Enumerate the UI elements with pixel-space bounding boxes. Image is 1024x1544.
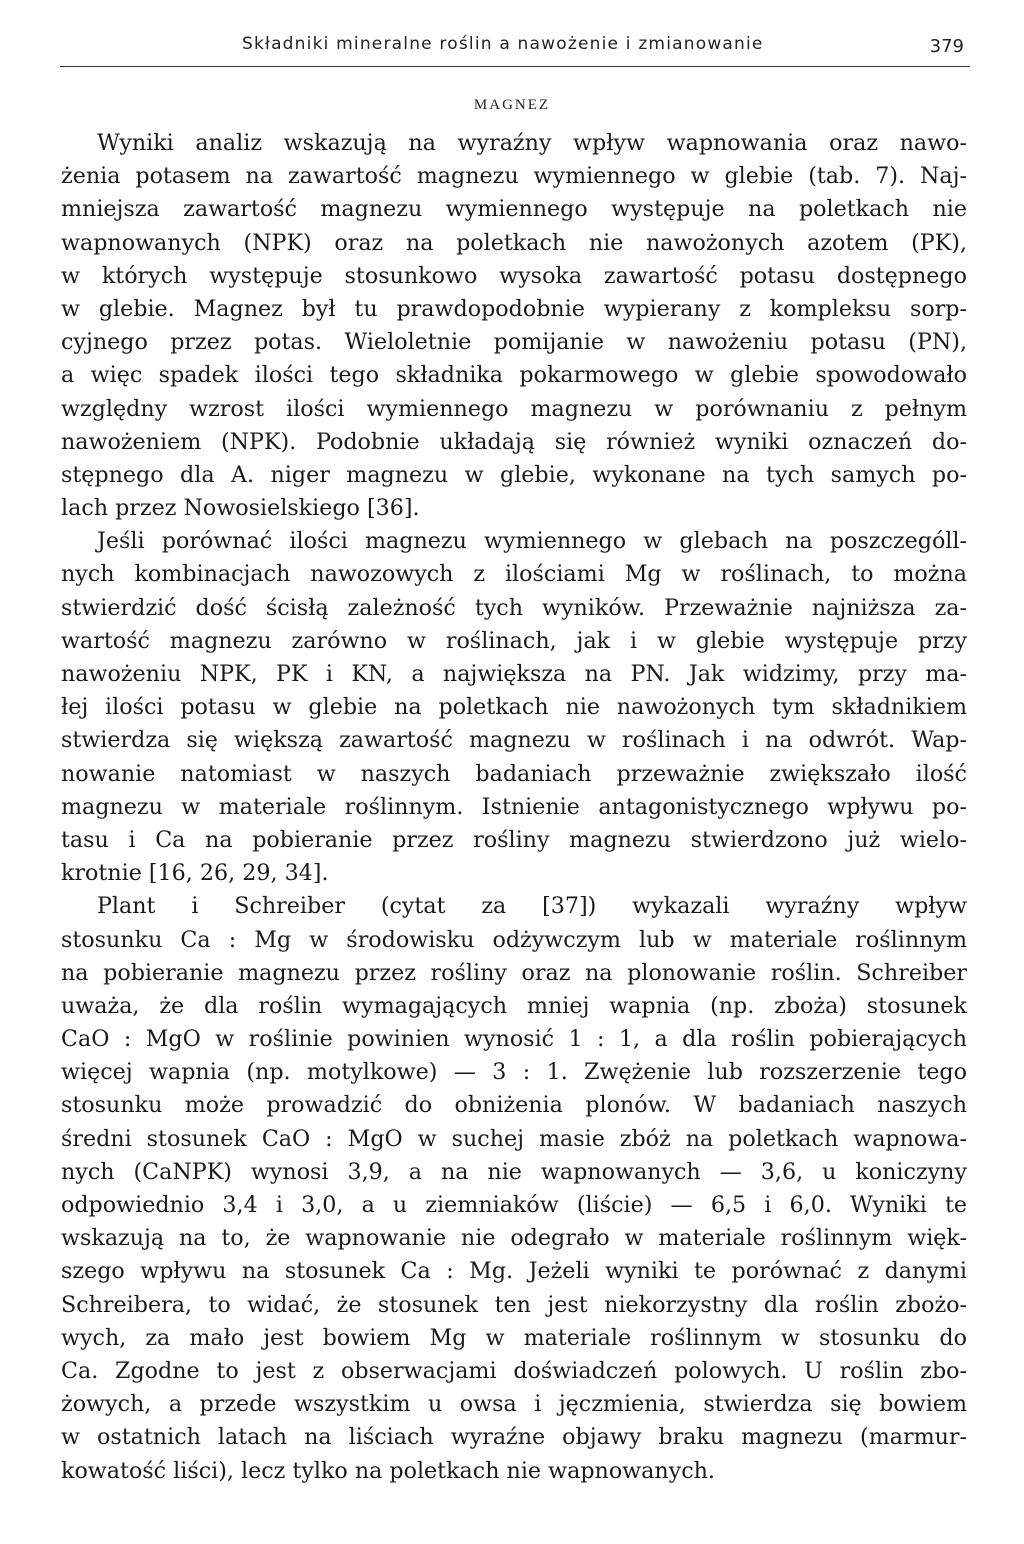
text-line: w glebie. Magnez był tu prawdopodobnie wypierany z kompleksu sorp- <box>61 295 967 322</box>
text-line: szego wpływu na stosunek Ca : Mg. Jeżeli wyniki te porównać z danymi <box>61 1258 967 1285</box>
text-line: nych kombinacjach nawozowych z ilościami Mg w roślinach, to można <box>61 561 967 588</box>
text-line: Plant i Schreiber (cytat za [37]) wykazali wyraźny wpływ <box>97 893 967 920</box>
text-line: odpowiednio 3,4 i 3,0, a u ziemniaków (liście) — 6,5 i 6,0. Wyniki te <box>61 1192 967 1218</box>
text-line: nych (CaNPK) wynosi 3,9, a na nie wapnowanych — 3,6, u koniczyny <box>61 1158 967 1185</box>
page-number: 379 <box>929 36 964 57</box>
text-line: a więc spadek ilości tego składnika pokarmowego w glebie spowodowało <box>61 362 967 389</box>
text-line: w ostatnich latach na liściach wyraźne objawy braku magnezu (marmur- <box>61 1424 967 1451</box>
text-line: nawożeniu NPK, PK i KN, a największa na PN. Jak widzimy, przy ma- <box>61 661 967 687</box>
text-line: uważa, że dla roślin wymagających mniej wapnia (np. zboża) stosunek <box>61 992 967 1019</box>
text-line: stosunku może prowadzić do obniżenia plonów. W badaniach naszych <box>61 1092 967 1119</box>
text-line: tasu i Ca na pobieranie przez rośliny magnezu stwierdzono już wielo- <box>61 826 967 853</box>
text-line: więcej wapnia (np. motylkowe) — 3 : 1. Zwężenie lub rozszerzenie tego <box>61 1059 967 1086</box>
text-line: nowanie natomiast w naszych badaniach przeważnie zwiększało ilość <box>61 760 967 787</box>
text-line: w których występuje stosunkowo wysoka zawartość potasu dostępnego <box>61 262 967 289</box>
text-line: na pobieranie magnezu przez rośliny oraz na plonowanie roślin. Schreiber <box>61 959 967 986</box>
text-line: Ca. Zgodne to jest z obserwacjami doświadczeń polowych. U roślin zbo- <box>61 1357 967 1384</box>
text-line: średni stosunek CaO : MgO w suchej masie zbóż na poletkach wapnowa- <box>61 1125 967 1152</box>
text-line: stwierdzić dość ścisłą zależność tych wyników. Przeważnie najniższa za- <box>61 594 967 621</box>
text-line: żowych, a przede wszystkim u owsa i jęczmienia, stwierdza się bowiem <box>61 1391 967 1418</box>
text-line: stępnego dla A. niger magnezu w glebie, wykonane na tych samych po- <box>61 461 967 488</box>
text-line: CaO : MgO w roślinie powinien wynosić 1 : 1, a dla roślin pobierających <box>61 1026 967 1053</box>
text-line: mniejsza zawartość magnezu wymiennego występuje na poletkach nie <box>61 196 967 223</box>
running-title: Składniki mineralne roślin a nawożenie i zmianowanie <box>242 34 764 54</box>
text-line: Schreibera, to widać, że stosunek ten jest niekorzystny dla roślin zbożo- <box>61 1291 967 1318</box>
text-line: Jeśli porównać ilości magnezu wymiennego w glebach na poszczególl- <box>97 528 967 555</box>
body-text <box>61 127 967 1488</box>
text-line: stwierdza się większą zawartość magnezu w roślinach i na odwrót. Wap- <box>61 727 967 754</box>
text-line: stosunku Ca : Mg w środowisku odżywczym lub w materiale roślinnym <box>61 926 967 953</box>
text-line: lach przez Nowosielskiego [36]. <box>61 495 420 522</box>
text-line: wartość magnezu zarówno w roślinach, jak i w glebie występuje przy <box>61 627 967 654</box>
text-line: krotnie [16, 26, 29, 34]. <box>61 860 329 887</box>
text-line: kowatość liści), lecz tylko na poletkach nie wapnowanych. <box>61 1457 715 1484</box>
page-header <box>60 26 970 67</box>
text-line: nawożeniem (NPK). Podobnie układają się również wyniki oznaczeń do- <box>61 428 967 455</box>
text-line: wapnowanych (NPK) oraz na poletkach nie nawożonych azotem (PK), <box>61 229 967 256</box>
text-line: wskazują na to, że wapnowanie nie odegrało w materiale roślinnym więk- <box>61 1225 967 1252</box>
text-line: względny wzrost ilości wymiennego magnezu w porównaniu z pełnym <box>61 395 967 422</box>
text-line: cyjnego przez potas. Wieloletnie pomijanie w nawożeniu potasu (PN), <box>61 329 967 356</box>
text-line: żenia potasem na zawartość magnezu wymiennego w glebie (tab. 7). Naj- <box>61 163 967 190</box>
text-line: łej ilości potasu w glebie na poletkach nie nawożonych tym składnikiem <box>61 694 967 721</box>
text-line: Wyniki analiz wskazują na wyraźny wpływ wapnowania oraz nawo- <box>97 130 967 156</box>
text-line: wych, za mało jest bowiem Mg w materiale roślinnym w stosunku do <box>61 1324 967 1351</box>
text-line: magnezu w materiale roślinnym. Istnienie antagonistycznego wpływu po- <box>61 793 967 820</box>
section-heading: MAGNEZ <box>473 97 551 113</box>
